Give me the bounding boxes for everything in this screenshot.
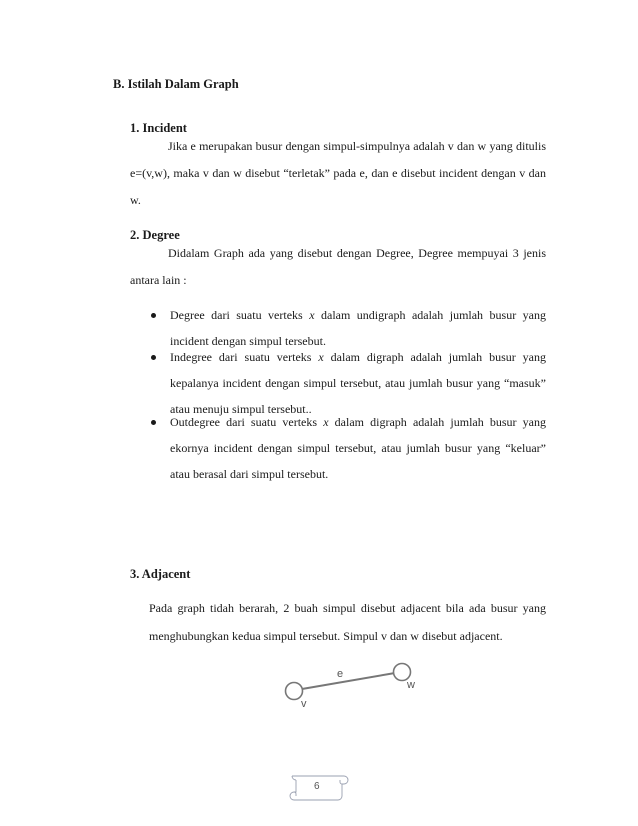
bullet-icon [151, 355, 156, 360]
bullet-variable: x [318, 350, 324, 364]
adjacency-diagram [280, 655, 430, 710]
adjacent-paragraph: Pada graph tidah berarah, 2 buah simpul disebut adjacent bila ada busur yang menghubungkan kedua simpul tersebut. Simpul v dan w disebut adjacent. [149, 601, 546, 643]
bullet-icon [151, 313, 156, 318]
bullet-text-before: Outdegree dari suatu verteks [170, 415, 324, 429]
bullet-variable: x [309, 308, 315, 322]
degree-heading: 2. Degree [130, 228, 180, 242]
vertex-w-label: w [407, 679, 415, 691]
bullet-text [170, 409, 546, 487]
bullet-text-after: dalam undigraph adalah jumlah busur yang incident dengan simpul tersebut. [170, 308, 547, 348]
incident-paragraph: Jika e merupakan busur dengan simpul-simpulnya adalah v dan w yang ditulis e=(v,w), maka v dan w disebut “terletak” pada e, dan e disebut incident dengan v dan w. [130, 139, 546, 207]
bullet-text-after: dalam digraph adalah jumlah busur yang kepalanya incident dengan simpul tersebut, atau jumlah busur yang “masuk” atau menuju simpul tersebut.. [170, 350, 546, 416]
vertex-v-label: v [301, 698, 307, 710]
page-number: 6 [314, 781, 320, 792]
incident-heading: 1. Incident [130, 121, 187, 135]
adjacent-heading: 3. Adjacent [130, 567, 191, 581]
bullet-icon [151, 420, 156, 425]
vertex-w [394, 664, 411, 681]
bullet-text-before: Indegree dari suatu verteks [170, 350, 319, 364]
bullet-text-before: Degree dari suatu verteks [170, 308, 310, 322]
vertex-v [286, 683, 303, 700]
edge-line [302, 673, 395, 689]
bullet-variable: x [323, 415, 329, 429]
bullet-text-after: dalam digraph adalah jumlah busur yang ekornya incident dengan simpul tersebut, atau jumlah busur yang “keluar” atau berasal dari simpul tersebut. [170, 415, 547, 481]
edge-label: e [337, 668, 344, 680]
section-title: B. Istilah Dalam Graph [113, 77, 239, 91]
degree-paragraph: Didalam Graph ada yang disebut dengan Degree, Degree mempuyai 3 jenis antara lain : [130, 246, 546, 287]
